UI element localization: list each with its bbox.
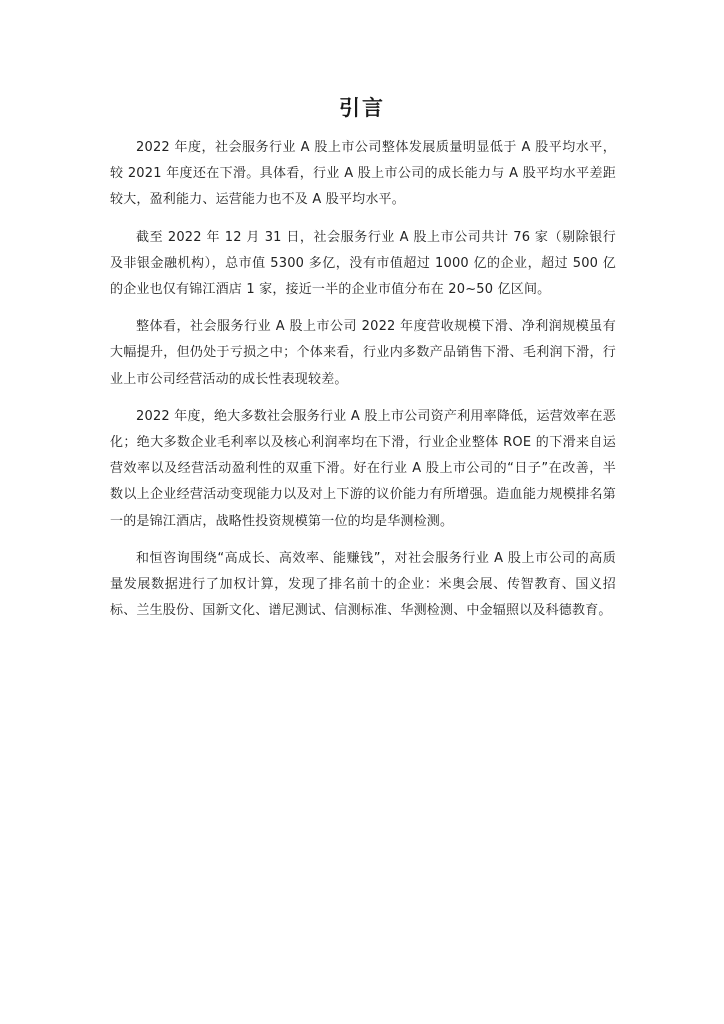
document-body bbox=[110, 135, 616, 635]
paragraph-3: 整体看，社会服务行业 A 股上市公司 2022 年度营收规模下滑、净利润规模虽有大幅提升，但仍处于亏损之中；个体来看，行业内多数产品销售下滑、毛利润下滑，行业上市公司经营活动的成长性表现较差。 bbox=[110, 319, 616, 387]
page-title: 引言 bbox=[339, 96, 385, 120]
paragraph-1: 2022 年度，社会服务行业 A 股上市公司整体发展质量明显低于 A 股平均水平，较 2021 年度还在下滑。具体看，行业 A 股上市公司的成长能力与 A 股平均水平差距较大，盈利能力、运营能力也不及 A 股平均水平。 bbox=[110, 140, 616, 208]
paragraph-5: 和恒咨询围绕“高成长、高效率、能赚钱”，对社会服务行业 A 股上市公司的高质量发展数据进行了加权计算，发现了排名前十的企业：米奥会展、传智教育、国义招标、兰生股份、国新文化、谱尼测试、信测标准、华测检测、中金辐照以及科德教育。 bbox=[110, 550, 616, 619]
paragraph-4: 2022 年度，绝大多数社会服务行业 A 股上市公司资产利用率降低，运营效率在恶化；绝大多数企业毛利率以及核心利润率均在下滑，行业企业整体 ROE 的下滑来自运营效率以及经营活动盈利性的双重下滑。好在行业 A 股上市公司的“日子”在改善，半数以上企业经营活动变现能力以及对上下游的议价能力有所增强。造血能力规模排名第一的是锦江酒店，战略性投资规模第一位的均是华测检测。 bbox=[110, 408, 616, 529]
paragraph-2: 截至 2022 年 12 月 31 日，社会服务行业 A 股上市公司共计 76 家（剔除银行及非银金融机构），总市值 5300 多亿，没有市值超过 1000 亿的企业，超过 500 亿的企业也仅有锦江酒店 1 家，接近一半的企业市值分布在 20~50 亿区间。 bbox=[110, 229, 616, 298]
